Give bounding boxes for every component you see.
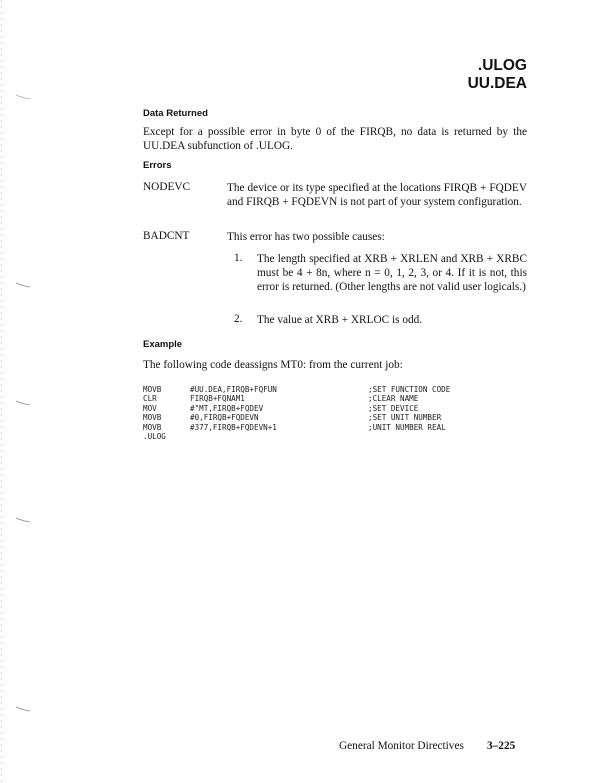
data-returned-heading: Data Returned xyxy=(143,108,208,119)
code-line: MOVB #377,FIRQB+FQDEVN+1 ;UNIT NUMBER REAL xyxy=(143,422,446,432)
margin-mark xyxy=(14,517,32,523)
example-heading: Example xyxy=(143,339,183,350)
page-edge-shadow xyxy=(1,0,2,783)
header-subtitle: UU.DEA xyxy=(467,75,527,92)
code-line: MOVB #UU.DEA,FIRQB+FQFUN ;SET FUNCTION CODE xyxy=(143,385,451,394)
code-listing xyxy=(143,385,450,441)
cause-text: The value at XRB + XRLOC is odd. xyxy=(257,314,423,326)
cause-text: The length specified at XRB + XRLEN and XRB + XRBC must be 4 + 8n, where n = 0, 1, 2, 3, or 4. If it is not, this error is returned. (Other lengths are not valid user logicals.) xyxy=(257,253,527,293)
code-line: MOVB #0,FIRQB+FQDEVN ;SET UNIT NUMBER xyxy=(143,413,442,423)
footer-title: General Monitor Directives xyxy=(339,740,464,752)
cause-number: 1. xyxy=(234,252,243,264)
margin-mark xyxy=(14,706,32,712)
data-returned-text: Except for a possible error in byte 0 of the FIRQB, no data is returned by the UU.DEA subfunction of .ULOG. xyxy=(143,126,527,152)
cause-number: 2. xyxy=(234,313,243,325)
margin-mark xyxy=(14,282,32,288)
code-line: .ULOG xyxy=(143,431,166,441)
error-term-nodevc: NODEVC xyxy=(143,181,191,193)
code-line: MOV #"MT,FIRQB+FQDEV ;SET DEVICE xyxy=(143,403,419,413)
code-line: CLR FIRQB+FQNAM1 ;CLEAR NAME xyxy=(143,394,419,404)
example-intro: The following code deassigns MT0: from the current job: xyxy=(143,359,403,371)
errors-heading: Errors xyxy=(143,160,172,171)
page-number: 3–225 xyxy=(487,740,516,752)
error-term-badcnt: BADCNT xyxy=(143,230,190,242)
error-desc-nodevc: The device or its type specified at the locations FIRQB + FQDEV and FIRQB + FQDEVN is not part of your system configuration. xyxy=(227,182,527,208)
margin-mark xyxy=(14,94,32,100)
error-desc-badcnt: This error has two possible causes: xyxy=(227,231,385,243)
margin-mark xyxy=(14,400,32,406)
header-title: .ULOG xyxy=(477,57,527,74)
